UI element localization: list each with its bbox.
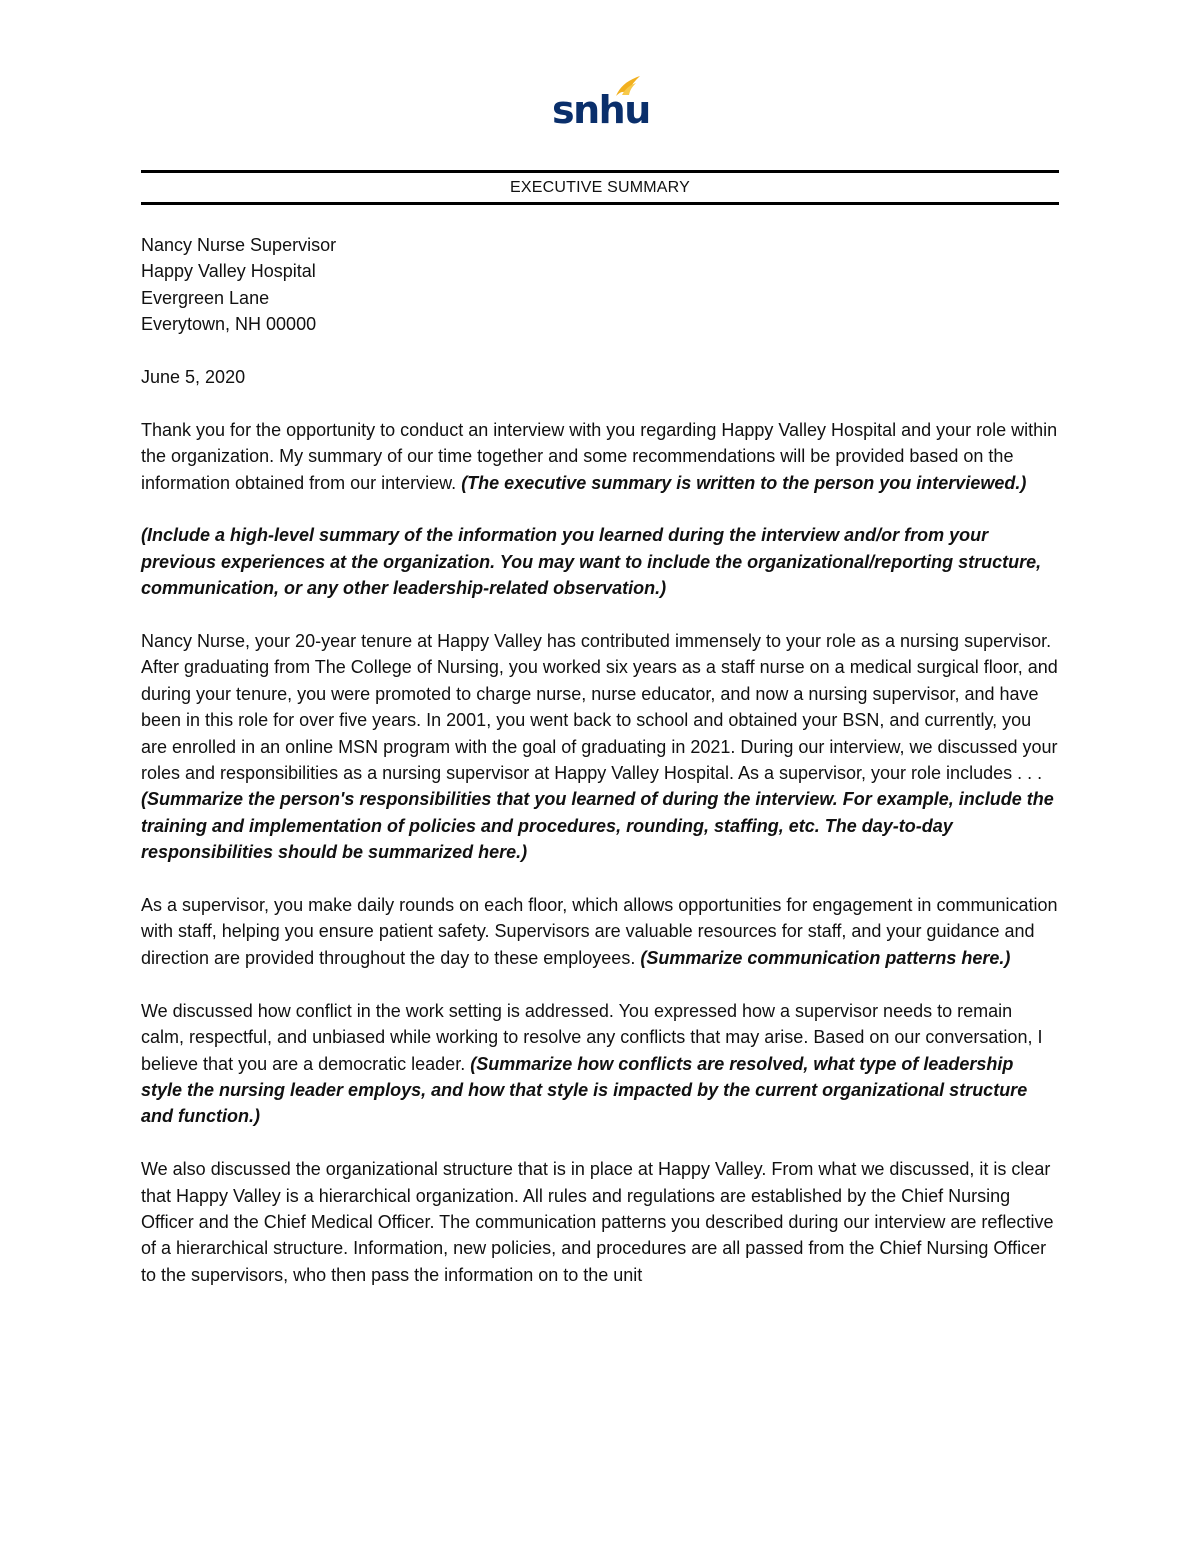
recipient-organization: Happy Valley Hospital xyxy=(141,261,316,282)
paragraph-communication-text: As a supervisor, you make daily rounds on each floor, which allows opportunities for engagement in communication with staff, helping you ensure patient safety. Supervisors are valuable resources for staff, and your guidance and direction are provided throughout the day to these employees. xyxy=(141,895,1058,968)
paragraph-summary-note: (Include a high-level summary of the information you learned during the interview and/or from your previous experiences at the organization. You may want to include the organizational/reporting structure, communication, or any other leadership-related observation.) xyxy=(141,525,1042,599)
header-rule-top xyxy=(141,170,1059,173)
header-rule-bottom xyxy=(141,202,1059,205)
letter-date: June 5, 2020 xyxy=(141,367,246,388)
paragraph-structure xyxy=(141,1156,1059,1288)
paragraph-structure-text: We also discussed the organizational structure that is in place at Happy Valley. From what we discussed, it is clear that Happy Valley is a hierarchical organization. All rules and regulations are established by the Chief Nursing Officer and the Chief Medical Officer. The communication patterns you described during our interview are reflective of a hierarchical structure. Information, new policies, and procedures are all passed from the Chief Nursing Officer to the supervisors, who then pass the information on to the unit xyxy=(141,1159,1054,1285)
recipient-name: Nancy Nurse Supervisor xyxy=(141,235,337,255)
recipient-city: Everytown, NH 00000 xyxy=(141,314,317,335)
paragraph-communication xyxy=(141,892,1059,971)
paragraph-summary-instructions xyxy=(141,522,1059,601)
paragraph-background-text: Nancy Nurse, your 20-year tenure at Happy Valley has contributed immensely to your role as a nursing supervisor. After graduating from The College of Nursing, you worked six years as a staff nurse on a medical surgical floor, and during your tenure, you were promoted to charge nurse, nurse educator, and now a nursing supervisor, and have been in this role for over five years. In 2001, you went back to school and obtained your BSN, and currently, you are enrolled in an online MSN program with the goal of graduating in 2021. During our interview, we discussed your roles and responsibilities as a nursing supervisor at Happy Valley Hospital. As a supervisor, your role includes . . . xyxy=(141,631,1058,784)
paragraph-background-note: (Summarize the person's responsibilities that you learned of during the interview. For example, include the training and implementation of policies and procedures, rounding, staffing, etc. The day-to-day responsibilities should be summarized here.) xyxy=(141,789,1054,863)
paragraph-intro-note: (The executive summary is written to the person you interviewed.) xyxy=(461,472,1027,493)
paragraph-conflict-note: (Summarize how conflicts are resolved, what type of leadership style the nursing leader employs, and how that style is impacted by the current organizational structure and function.) xyxy=(141,1053,1028,1127)
letter-body xyxy=(141,232,1059,1315)
logo-wordmark: snhu xyxy=(552,88,650,132)
paragraph-intro xyxy=(141,417,1059,496)
recipient-street: Evergreen Lane xyxy=(141,287,270,308)
paragraph-communication-note: (Summarize communication patterns here.) xyxy=(640,947,1011,968)
paragraph-conflict xyxy=(141,998,1059,1130)
page-title: EXECUTIVE SUMMARY xyxy=(509,179,691,196)
paragraph-intro-text: Thank you for the opportunity to conduct an interview with you regarding Happy Valley Hospital and your role within the organization. My summary of our time together and some recommendations will be provided based on the information obtained from our interview. xyxy=(141,419,1058,493)
paragraph-background xyxy=(141,628,1059,866)
recipient-address xyxy=(141,232,1059,338)
paragraph-conflict-text: We discussed how conflict in the work setting is addressed. You expressed how a supervisor needs to remain calm, respectful, and unbiased while working to resolve any conflicts that may arise. Based on our conversation, I believe that you are a democratic leader. xyxy=(141,1000,1043,1074)
snhu-logo xyxy=(552,74,648,136)
